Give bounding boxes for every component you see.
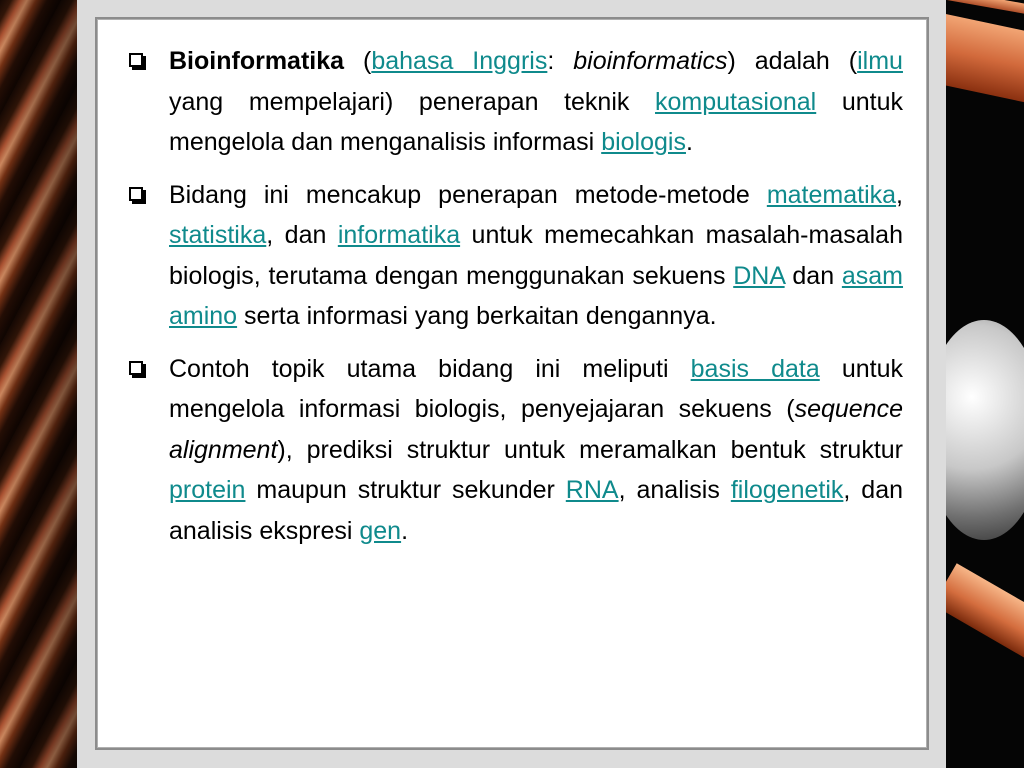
bullet-item <box>125 41 903 163</box>
right-decoration <box>944 0 1024 768</box>
checkbox-bullet-icon <box>129 187 143 201</box>
bullet-text: Contoh topik utama bidang ini meliputi <box>169 354 691 383</box>
term-link[interactable]: DNA <box>733 261 785 290</box>
bullet-text: untuk memecahkan masalah-masalah biologis, terutama dengan menggunakan sekuens <box>169 221 903 290</box>
term-link[interactable]: statistika <box>169 221 267 249</box>
bullet-text: yang mempelajari) penerapan teknik <box>169 87 656 116</box>
bullet-text: , analisis <box>618 476 731 504</box>
term-link[interactable]: bahasa Inggris <box>371 47 548 75</box>
bullet-text: . <box>401 516 409 545</box>
term-italic: bioinformatics <box>573 47 728 75</box>
bullet-text: ) adalah ( <box>727 47 858 75</box>
slide-panel <box>77 0 946 768</box>
bullet-text: untuk mengelola dan menganalisis informasi <box>169 87 904 156</box>
bullet-item <box>125 175 903 337</box>
checkbox-bullet-icon <box>129 53 143 67</box>
term-link[interactable]: biologis <box>601 128 686 156</box>
term-bold: Bioinformatika <box>169 47 345 75</box>
left-decoration <box>0 0 80 768</box>
term-link[interactable]: gen <box>359 516 402 545</box>
decor-sphere <box>944 320 1024 540</box>
bullet-text: serta informasi yang berkaitan dengannya. <box>237 302 717 330</box>
bullet-text: Bidang ini mencakup penerapan metode-metode <box>169 180 767 209</box>
bullet-text: maupun struktur sekunder <box>245 476 566 504</box>
decor-band <box>944 9 1024 111</box>
term-italic: sequence alignment <box>169 395 903 464</box>
term-link[interactable]: asam amino <box>169 261 904 330</box>
bullet-text: untuk mengelola informasi biologis, penyejajaran sekuens ( <box>169 354 904 423</box>
bullet-text: ), prediksi struktur untuk meramalkan bentuk struktur <box>277 435 903 464</box>
term-link[interactable]: informatika <box>337 221 461 249</box>
term-link[interactable]: filogenetik <box>730 476 844 504</box>
bullet-list <box>125 41 903 563</box>
bullet-text: ( <box>344 47 372 75</box>
term-link[interactable]: basis data <box>690 354 820 383</box>
term-link[interactable]: ilmu <box>857 47 903 75</box>
term-link[interactable]: komputasional <box>655 87 817 116</box>
checkbox-bullet-icon <box>129 361 143 375</box>
bullet-text: . <box>685 128 693 156</box>
content-frame <box>95 17 929 750</box>
bullet-text: , <box>896 180 903 209</box>
bullet-item <box>125 349 903 552</box>
term-link[interactable]: matematika <box>766 180 897 209</box>
decor-band <box>944 563 1024 685</box>
bullet-text: dan <box>784 261 842 290</box>
bullet-text: , dan <box>266 221 338 249</box>
bullet-text: , dan analisis ekspresi <box>169 476 903 545</box>
term-link[interactable]: protein <box>169 476 246 504</box>
bullet-text: : <box>547 47 574 75</box>
term-link[interactable]: RNA <box>565 476 619 504</box>
